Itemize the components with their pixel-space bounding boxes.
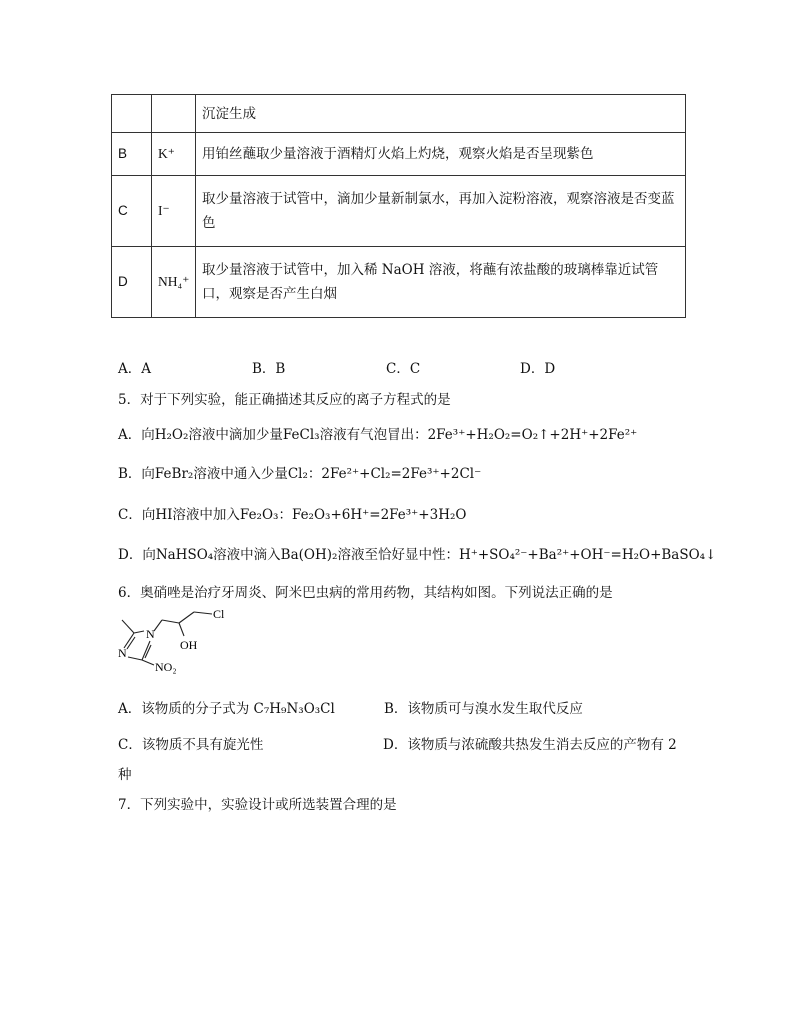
q5-option-c[interactable]: C．向HI溶液中加入Fe₂O₃：Fe₂O₃+6H⁺=2Fe³⁺+3H₂O (118, 507, 467, 523)
table-row (112, 95, 686, 133)
ornidazole-structure (112, 605, 252, 677)
q7-stem: 7．下列实验中，实验设计或所选装置合理的是 (118, 797, 397, 813)
row-method: 取少量溶液于试管中，加入稀 NaOH 溶液，将蘸有浓盐酸的玻璃棒靠近试管口，观察是否产生白烟 (196, 247, 686, 318)
row-ion (152, 95, 196, 133)
q5-option-d[interactable]: D．向NaHSO₄溶液中滴入Ba(OH)₂溶液至恰好显中性：H⁺+SO₄²⁻+Ba²⁺+OH⁻=H₂O+BaSO₄↓ (118, 547, 717, 563)
table-row (112, 133, 686, 176)
row-method: 用铂丝蘸取少量溶液于酒精灯火焰上灼烧，观察火焰是否呈现紫色 (196, 133, 686, 176)
table-row (112, 247, 686, 318)
n3-label: N (118, 646, 127, 660)
q6-option-a[interactable]: A．该物质的分子式为 C₇H₉N₃O₃Cl (118, 701, 335, 717)
q6-stem: 6．奥硝唑是治疗牙周炎、阿米巴虫病的常用药物，其结构如图。下列说法正确的是 (118, 585, 613, 601)
row-label: D (112, 247, 152, 318)
cl-label: Cl (213, 607, 225, 621)
q4-option-c[interactable]: C．C (386, 361, 421, 377)
row-method: 取少量溶液于试管中，滴加少量新制氯水，再加入淀粉溶液，观察溶液是否变蓝色 (196, 176, 686, 247)
q5-option-b[interactable]: B．向FeBr₂溶液中通入少量Cl₂：2Fe²⁺+Cl₂=2Fe³⁺+2Cl⁻ (118, 466, 482, 482)
row-label (112, 95, 152, 133)
q6-option-b[interactable]: B．该物质可与溴水发生取代反应 (384, 701, 583, 717)
row-label: B (112, 133, 152, 176)
n1-label: N (146, 627, 155, 641)
q6-option-d[interactable]: D．该物质与浓硫酸共热发生消去反应的产物有 2 (383, 737, 677, 753)
experiment-table (111, 94, 686, 318)
row-method: 沉淀生成 (196, 95, 686, 133)
q4-option-a[interactable]: A．A (118, 361, 151, 377)
row-ion: NH₄⁺ (152, 247, 196, 318)
q5-option-a[interactable]: A．向H₂O₂溶液中滴加少量FeCl₃溶液有气泡冒出：2Fe³⁺+H₂O₂=O₂↑+2H⁺+2Fe²⁺ (118, 427, 638, 443)
q5-stem: 5．对于下列实验，能正确描述其反应的离子方程式的是 (118, 392, 451, 408)
q6-option-d-continued: 种 (118, 767, 132, 783)
q6-option-c[interactable]: C．该物质不具有旋光性 (118, 737, 264, 753)
q4-option-d[interactable]: D．D (520, 361, 556, 377)
row-ion: I⁻ (152, 176, 196, 247)
row-ion: K⁺ (152, 133, 196, 176)
no2-label: NO₂ (155, 660, 177, 674)
oh-label: OH (180, 638, 198, 652)
row-label: C (112, 176, 152, 247)
q4-option-b[interactable]: B．B (252, 361, 286, 377)
table-row (112, 176, 686, 247)
